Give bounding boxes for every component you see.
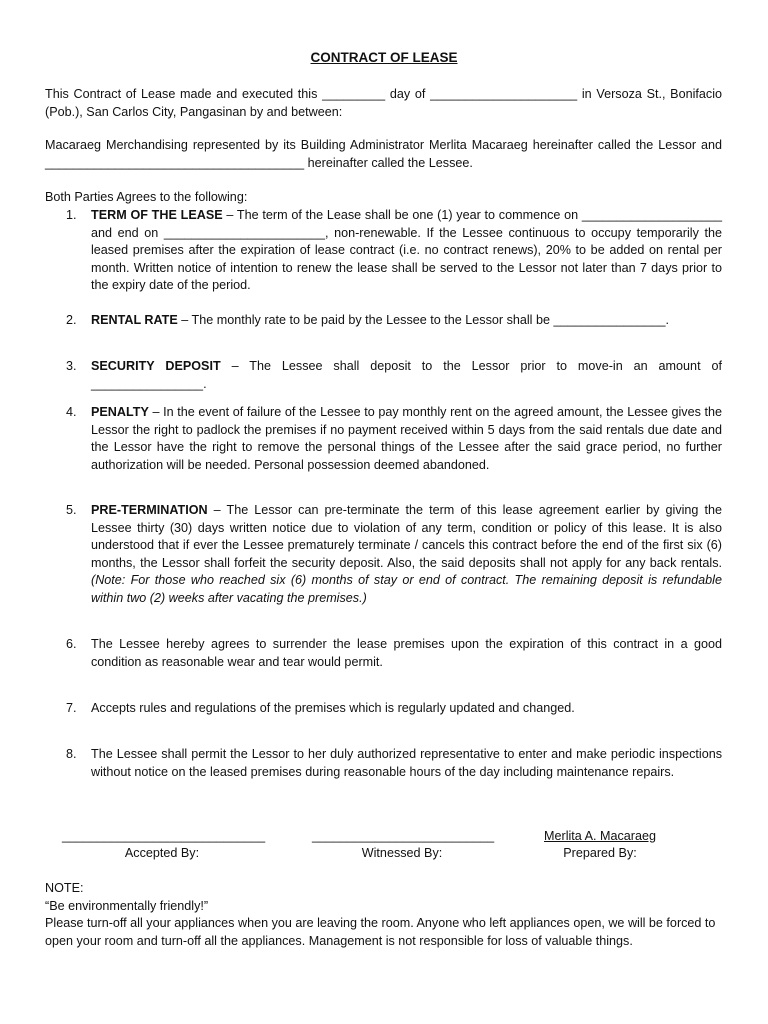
clause-number: 1.: [66, 208, 77, 222]
clause-number: 6.: [66, 637, 77, 651]
clause-inspections: [66, 746, 722, 781]
clause-body: The Lessee hereby agrees to surrender the lease premises upon the expiration of this contract in a good condition as reasonable wear and tear would permit.: [91, 637, 722, 669]
clause-heading: RENTAL RATE: [91, 313, 178, 327]
signatory-name: Merlita A. Macaraeg: [544, 829, 656, 843]
signature-role: Accepted By:: [124, 846, 200, 860]
clause-number: 4.: [66, 405, 77, 419]
clause-body: – The term of the Lease shall be one (1) year to commence on ____________________ and end on _______________________, non-renewable. If the Lessee continuous to occupy temporarily the leased premises after the expiration of lease contract (i.e. no contract renews), 20% to be added on rental per month. Written notice of intention to renew the lease shall be served to the Lessor not later than 7 days prior to the expiry date of the period.: [91, 208, 722, 293]
note-body: Please turn-off all your appliances when you are leaving the room. Anyone who left appliances open, we will be forced to open your room and turn-off all the appliances. Management is not responsible for loss of valuable things.: [45, 916, 716, 948]
signature-line: _____________________________: [62, 829, 266, 843]
clause-number: 7.: [66, 701, 77, 715]
signature-accepted-by: [62, 828, 266, 862]
clause-rental-rate: [66, 312, 722, 330]
clause-body: – The Lessor can pre-terminate the term of this lease agreement earlier by giving the Lessee thirty (30) days written notice due to violation of any term, condition or policy of this lease. It is also understood that if ever the Lessee prematurely terminate / cancels this contract before the end of the first six (6) months, the Lessor shall forfeit the security deposit. Also, the said deposits shall not apply for any back rentals.: [91, 503, 722, 570]
clause-body: – In the event of failure of the Lessee to pay monthly rent on the agreed amount, the Lessee gives the Lessor the right to padlock the premises if no payment received within 5 days from the said rentals due date and the Lessor have the right to remove the personal things of the Lessee after the said grace period, no further authorization will be needed. Personal possession deemed abandoned.: [91, 405, 722, 472]
clause-term-of-lease: [66, 207, 722, 295]
signature-witnessed-by: [312, 828, 495, 862]
clause-note: (Note: For those who reached six (6) months of stay or end of contract. The remaining deposit is refundable within two (2) weeks after vacating the premises.): [91, 573, 722, 605]
clause-number: 8.: [66, 747, 77, 761]
clause-body: The Lessee shall permit the Lessor to her duly authorized representative to enter and make periodic inspections without notice on the leased premises during reasonable hours of the day including maintenance repairs.: [91, 747, 722, 779]
clause-penalty: [66, 404, 722, 474]
footer-note: [45, 880, 727, 950]
signature-role: Prepared By:: [563, 846, 637, 860]
clause-number: 3.: [66, 359, 77, 373]
clause-pre-termination: [66, 502, 722, 608]
clause-heading: SECURITY DEPOSIT: [91, 359, 221, 373]
clause-heading: TERM OF THE LEASE: [91, 208, 223, 222]
clause-rules: [66, 700, 722, 718]
clause-number: 5.: [66, 503, 77, 517]
clause-body: – The Lessee shall deposit to the Lessor prior to move-in an amount of ________________.: [91, 359, 722, 391]
clause-body: – The monthly rate to be paid by the Lessee to the Lessor shall be ________________.: [177, 313, 670, 327]
clause-heading: PENALTY: [91, 405, 149, 419]
note-quote: “Be environmentally friendly!”: [45, 898, 209, 913]
clause-surrender: [66, 636, 722, 671]
clause-body: Accepts rules and regulations of the premises which is regularly updated and changed.: [91, 701, 575, 715]
clause-number: 2.: [66, 313, 77, 327]
clause-heading: PRE-TERMINATION: [91, 503, 208, 517]
clause-security-deposit: [66, 358, 722, 393]
parties-paragraph: Macaraeg Merchandising represented by its Building Administrator Merlita Macaraeg hereinafter called the Lessor and _____________________________________ hereinafter called the Lessee.: [45, 138, 722, 170]
document-title: CONTRACT OF LEASE: [310, 50, 458, 65]
agreement-heading: Both Parties Agrees to the following:: [45, 190, 248, 204]
signature-prepared-by: [520, 828, 680, 862]
signature-role: Witnessed By:: [361, 846, 443, 860]
signature-line: __________________________: [312, 829, 495, 843]
intro-paragraph: This Contract of Lease made and executed this _________ day of _____________________ in Versoza St., Bonifacio (Pob.), San Carlos City, Pangasinan by and between:: [45, 87, 722, 119]
note-heading: NOTE:: [45, 881, 84, 895]
